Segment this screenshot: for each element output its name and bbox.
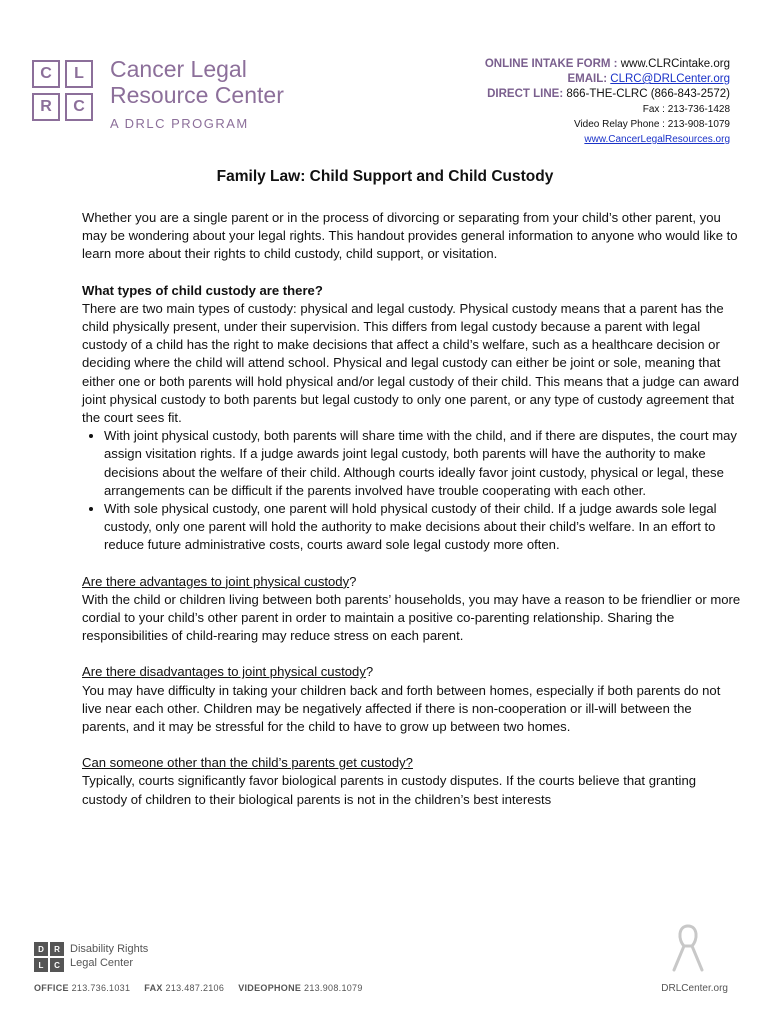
disadvantages-heading (82, 663, 742, 681)
email-link[interactable]: CLRC@DRLCenter.org (610, 73, 730, 85)
bullet-sole-custody: • With sole physical custody, one parent will hold physical custody of their child. If a judge awards sole legal custody, only one parent will hold the authority to make decisions about their child’s welfare. In an effort to reduce future administrative costs, courts award sole legal custody more often. (104, 500, 742, 555)
drlc-letter-d: D (34, 942, 48, 956)
advantages-text: With the child or children living between both parents’ households, you may have a reason to be friendlier or more cordial to your child’s other parent in order to maintain a positive co-parenting relationship. Sharing the responsibilities of child-rearing may reduce stress on each parent. (82, 591, 741, 644)
clrc-logo (32, 56, 312, 140)
fax-line: Fax : 213-736-1428 (642, 104, 730, 115)
direct-label: DIRECT LINE: (487, 88, 564, 100)
videophone-label: VIDEOPHONE (238, 983, 302, 993)
logo-name (110, 56, 284, 108)
disadvantages-text: You may have difficulty in taking your children back and forth between homes, especially if both parents do not live near each other. Children may be negatively affected if there is non-cooperation or ill-will between the parents, and it may be stressful for the child to have to grow up between two homes. (82, 682, 721, 735)
others-text: Typically, courts significantly favor biological parents in custody disputes. If the courts believe that granting custody of children to their biological parents is not in the children’s best interests (82, 773, 697, 807)
email-line (485, 72, 730, 87)
types-heading: What types of child custody are there? (82, 282, 323, 298)
office-label: OFFICE (34, 983, 69, 993)
logo-letter-l: L (65, 60, 93, 88)
office-value: 213.736.1031 (71, 983, 131, 993)
disadvantages-heading-mark: ? (365, 664, 374, 680)
fax-label: FAX (144, 983, 163, 993)
advantages-heading-text: Are there advantages to joint physical custody (82, 573, 350, 589)
drlc-org-line2: Legal Center (70, 957, 133, 969)
email-label: EMAIL: (567, 73, 608, 85)
direct-line (485, 87, 730, 102)
website-link[interactable]: www.CancerLegalResources.org (584, 134, 730, 145)
custody-bullet-list (82, 427, 742, 554)
intro-paragraph: Whether you are a single parent or in the process of divorcing or separating from your child’s other parent, you may be wondering about your legal rights. This handout provides general information to anyone who would like to learn more about their rights to child custody, child support, or visitation. (82, 210, 738, 262)
logo-letter-r: R (32, 93, 60, 121)
logo-name-line1: Cancer Legal (110, 56, 247, 82)
drlc-letter-l: L (34, 958, 48, 972)
logo-program: A DRLC PROGRAM (110, 116, 249, 131)
video-relay-line: Video Relay Phone : 213-908-1079 (573, 119, 730, 130)
intake-line (485, 57, 730, 72)
drlc-org-name (70, 942, 210, 970)
types-text: There are two main types of custody: physical and legal custody. Physical custody means that a parent has the child physically present, under their supervision. This differs from legal custody because a parent with legal custody of a child has the right to make decisions that affect a child’s welfare, such as a healthcare decision or deciding where the child will attend school. Physical and legal custody can either be joint or sole, meaning that either one or both parents will hold physical and/or legal custody of their child. This means that a judge can award joint physical custody to both parents but legal custody to only one parent, or any type of custody agreement that the court sees fit. (82, 300, 740, 426)
others-heading: Can someone other than the child’s parents get custody? (82, 755, 413, 771)
logo-name-line2: Resource Center (110, 82, 284, 108)
contact-block (485, 57, 730, 147)
logo-letter-c: C (32, 60, 60, 88)
intake-value[interactable]: www.CLRCintake.org (620, 58, 730, 70)
drlc-letter-c: C (50, 958, 64, 972)
fax-value: 213.487.2106 (165, 983, 225, 993)
advantages-heading-mark: ? (349, 573, 357, 589)
page-title: Family Law: Child Support and Child Custody (216, 168, 554, 185)
footer-site[interactable]: DRLCenter.org (661, 983, 728, 994)
advantages-heading (82, 573, 742, 591)
drlc-org-line1: Disability Rights (70, 943, 149, 955)
footer-phone-line (34, 983, 363, 993)
clrc-logo-grid (32, 60, 102, 130)
bullet-joint-custody: • With joint physical custody, both parents will share time with the child, and if there are disputes, the court may assign visitation rights. If a judge awards joint legal custody, both parents will have the authority to make decisions about the welfare of their child. Although courts ideally favor joint custody, physical or legal, these arrangements can be difficult if the parents involved have trouble cooperating with each other. (104, 427, 742, 500)
videophone-value: 213.908.1079 (304, 983, 363, 993)
direct-value: 866-THE-CLRC (866-843-2572) (566, 88, 730, 100)
drlc-letter-r: R (50, 942, 64, 956)
intake-label: ONLINE INTAKE FORM : (484, 58, 618, 70)
awareness-ribbon-icon (670, 922, 706, 974)
logo-letter-c2: C (65, 93, 93, 121)
disadvantages-heading-text: Are there disadvantages to joint physical custody (82, 664, 366, 680)
document-body (82, 209, 742, 809)
drlc-logo-grid (34, 942, 64, 972)
